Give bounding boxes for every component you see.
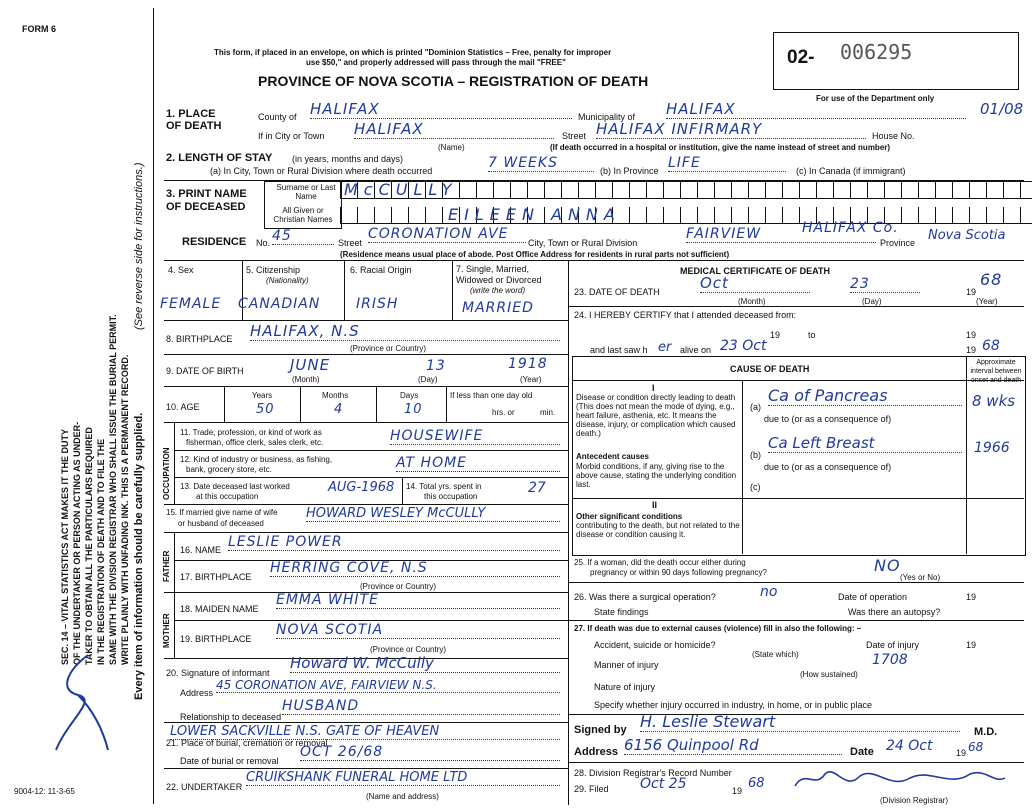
undertaker-label: 22. UNDERTAKER — [166, 782, 243, 792]
age-days-value: 10 — [404, 402, 423, 417]
alive-on-label: alive on — [680, 345, 712, 355]
side-instruction-1: SEC. 14 – VITAL STATISTICS ACT MAKES IT THE DUTY — [60, 428, 70, 665]
antecedent-label: Antecedent causes — [576, 452, 649, 461]
age-label: 10. AGE — [166, 402, 200, 412]
hrs-label: hrs. or — [492, 408, 515, 417]
side-instruction-6: WRITE PLAINLY WITH UNFADING INK. THIS IS A PERMANENT RECORD. — [120, 354, 130, 665]
surgery-label: 26. Was there a surgical operation? — [574, 592, 716, 602]
given-names-label: All Given or Christian Names — [273, 206, 333, 224]
father-side-label: FATHER — [162, 550, 171, 582]
place-of-death-label: 1. PLACE OF DEATH — [166, 108, 222, 132]
physician-address-label: Address — [574, 746, 619, 758]
residence-city-label: City, Town or Rural Division — [528, 238, 638, 248]
industry-value: AT HOME — [396, 455, 560, 472]
department-use-note: For use of the Department only — [816, 94, 935, 103]
signed-date-year: 68 — [968, 740, 984, 754]
spouse-label-1: 15. If married give name of wife — [166, 508, 278, 517]
house-number-label: House No. — [872, 131, 915, 141]
surname-value: McCULLY — [344, 180, 458, 199]
cause-b-label: (b) — [750, 450, 761, 460]
residence-note: (Residence means usual place of abode. Post Office Address for residents in rural parts not sufficient) — [340, 250, 730, 259]
medical-certificate-header: MEDICAL CERTIFICATE OF DEATH — [680, 266, 830, 276]
trade-value: HOUSEWIFE — [390, 428, 560, 445]
state-findings-label: State findings — [594, 607, 649, 617]
undertaker-hint: (Name and address) — [366, 792, 439, 801]
less-than-day-label: If less than one day old — [450, 391, 533, 400]
birthplace-value: HALIFAX, N.S — [250, 322, 560, 341]
print-name-label: 3. PRINT NAME OF DECEASED — [166, 188, 247, 213]
informant-signature: Howard W. McCully — [290, 654, 560, 673]
city-value: HALIFAX — [354, 120, 554, 139]
filed-year-prefix: 19 — [732, 786, 743, 796]
cause-c-label: (c) — [750, 482, 761, 492]
disease-label: Disease or condition directly leading to death (This does not mean the mode of dying, e.g., heart failure, asthenia, etc. It means the disease, injury, or complication which caused death.) — [576, 393, 736, 438]
spouse-value: HOWARD WESLEY McCULLY — [306, 506, 560, 522]
residence-city-value: FAIRVIEW — [686, 226, 876, 243]
racial-origin-label: 6. Racial Origin — [350, 265, 412, 275]
registration-number: 006295 — [840, 40, 913, 64]
marital-hint: (write the word) — [470, 286, 526, 295]
given-names-value: EILEEN ANNA — [448, 205, 621, 224]
side-instruction-3: TAKER TO OBTAIN ALL THE PARTICULARS REQUIRED — [84, 427, 94, 665]
certify-label: 24. I HEREBY CERTIFY that I attended deceased from: — [574, 310, 797, 320]
residence-street-value: CORONATION AVE — [368, 226, 526, 243]
external-causes-label: 27. If death was due to external causes (violence) fill in also the following: – — [574, 624, 862, 633]
relationship-value: HUSBAND — [282, 698, 560, 715]
occupation-side-label: OCCUPATION — [162, 447, 171, 500]
filed-label: 29. Filed — [574, 784, 609, 794]
dob-month-hint: (Month) — [292, 375, 320, 384]
birthplace-hint: (Province or Country) — [350, 344, 427, 353]
mother-maiden-value: EMMA WHITE — [276, 592, 560, 609]
stay-province-value: LIFE — [668, 155, 786, 172]
form-number: FORM 6 — [22, 24, 57, 34]
stay-canada-label: (c) In Canada (if immigrant) — [796, 166, 906, 176]
code-1708: 1708 — [872, 652, 908, 668]
trade-label-2: fisherman, office clerk, sales clerk, etc. — [186, 438, 324, 447]
filed-year: 68 — [748, 776, 765, 791]
age-months-label: Months — [322, 391, 349, 400]
injury-date-year: 19 — [966, 640, 977, 650]
residence-street-label: Street — [338, 238, 363, 248]
physician-address-value: 6156 Quinpool Rd — [624, 736, 842, 755]
date-of-death-label: 23. DATE OF DEATH — [574, 287, 660, 297]
birthplace-label: 8. BIRTHPLACE — [166, 334, 233, 344]
side-instruction-5: SAME WITH THE DIVISION REGISTRAR WHO SHALL ISSUE THE BURIAL PERMIT. — [108, 314, 118, 665]
dod-month-hint: (Month) — [738, 297, 766, 306]
undertaker-value: CRUIKSHANK FUNERAL HOME LTD — [246, 770, 560, 786]
residence-no-label: No. — [256, 238, 271, 248]
cause-a-interval: 8 wks — [972, 392, 1016, 410]
certify-to-year: 19 — [966, 330, 977, 340]
date-of-death-year: 68 — [980, 270, 1003, 289]
age-months-value: 4 — [334, 402, 344, 417]
mother-birthplace-value: NOVA SCOTIA — [276, 622, 560, 639]
city-name-hint: (Name) — [438, 143, 465, 152]
margin-initials-signature — [48, 650, 118, 760]
envelope-note-2: use $50," and properly addressed will pass through the mail "FREE" — [306, 58, 566, 67]
informant-signature-label: 20. Signature of informant — [166, 668, 270, 678]
municipality-value: HALIFAX — [666, 100, 966, 119]
signed-date-value: 24 Oct — [886, 738, 933, 754]
pregnancy-label-1: 25. If a woman, did the death occur either during — [574, 558, 746, 567]
age-years-value: 50 — [256, 402, 275, 417]
trade-label-1: 11. Trade, profession, or kind of work as — [180, 428, 322, 437]
surname-label: Surname or Last Name — [276, 183, 336, 201]
alive-year-prefix: 19 — [966, 345, 977, 355]
stay-province-label: (b) In Province — [600, 166, 659, 176]
dod-year-hint: (Year) — [976, 297, 998, 306]
marital-value: MARRIED — [462, 300, 534, 316]
length-of-stay-hint: (in years, months and days) — [292, 154, 404, 164]
street-value: HALIFAX INFIRMARY — [596, 120, 866, 139]
md-label: M.D. — [974, 726, 998, 738]
other-conditions-desc: contributing to the death, but not related to the disease or condition causing it. — [576, 521, 740, 539]
last-saw-her: er — [658, 340, 672, 355]
age-years-label: Years — [252, 391, 273, 400]
father-birthplace-hint: (Province or Country) — [360, 582, 437, 591]
registrar-signature — [790, 764, 1010, 794]
form-left-border — [153, 8, 154, 804]
marital-label: 7. Single, Married, Widowed or Divorced — [456, 264, 542, 285]
specify-place-label: Specify whether injury occurred in industry, in home, or in public place — [594, 700, 872, 710]
mother-birthplace-hint: (Province or Country) — [370, 645, 447, 654]
registration-prefix: 02- — [787, 47, 815, 68]
alive-on-date: 23 Oct — [720, 338, 767, 354]
residence-province-value: Nova Scotia — [928, 228, 1006, 243]
city-label: If in City or Town — [258, 131, 325, 141]
due-to-a: due to (or as a consequence of) — [764, 414, 892, 424]
signed-by-label: Signed by — [574, 724, 627, 736]
informant-address-label: Address — [180, 688, 214, 698]
date-of-death-month: Oct — [700, 274, 810, 293]
cause-a-label: (a) — [750, 402, 761, 412]
residence-no-value: 45 — [272, 228, 334, 245]
dod-day-hint: (Day) — [862, 297, 882, 306]
nature-of-injury-label: Nature of injury — [594, 682, 656, 692]
certify-from-year: 19 — [770, 330, 781, 340]
certify-to-label: to — [808, 330, 816, 340]
sex-value: FEMALE — [160, 296, 222, 312]
father-birthplace-label: 17. BIRTHPLACE — [180, 572, 252, 582]
min-label: min. — [540, 408, 556, 417]
op-date-label: Date of operation — [838, 592, 908, 602]
mother-birthplace-label: 19. BIRTHPLACE — [180, 634, 252, 644]
surgery-value: no — [760, 584, 778, 600]
pregnancy-value: NO — [874, 556, 901, 575]
dob-label: 9. DATE OF BIRTH — [166, 366, 244, 376]
alive-year: 68 — [982, 338, 1000, 354]
stay-city-label: (a) In City, Town or Rural Division where death occurred — [210, 166, 433, 176]
manner-of-injury-label: Manner of injury — [594, 660, 659, 670]
signed-by-value: H. Leslie Stewart — [640, 712, 960, 732]
industry-label-2: bank, grocery store, etc. — [186, 465, 272, 474]
industry-label-1: 12. Kind of industry or business, as fishing, — [180, 455, 333, 464]
burial-date-value: OCT 26/68 — [300, 744, 560, 761]
form-title: PROVINCE OF NOVA SCOTIA – REGISTRATION OF DEATH — [258, 73, 649, 89]
mother-maiden-label: 18. MAIDEN NAME — [180, 604, 259, 614]
division-registrar-hint: (Division Registrar) — [880, 796, 949, 805]
signed-date-label: Date — [850, 746, 874, 758]
sex-label: 4. Sex — [168, 265, 194, 275]
age-days-label: Days — [400, 391, 419, 400]
total-years-value: 27 — [528, 480, 546, 496]
citizenship-value: CANADIAN — [238, 296, 321, 312]
date-of-death-day: 23 — [850, 276, 920, 293]
filed-date: Oct 25 — [640, 776, 687, 792]
length-of-stay-label: 2. LENGTH OF STAY — [166, 152, 273, 164]
how-sustained-hint: (How sustained) — [800, 670, 858, 679]
envelope-note-1: This form, if placed in an envelope, on which is printed "Dominion Statistics – Free, penalty for improper — [214, 48, 612, 57]
side-instruction-4: IN THE REGISTRATION OF DEATH AND TO FILE THE — [96, 438, 106, 665]
burial-date-label: Date of burial or removal — [180, 756, 279, 766]
side-instruction-2: OF THE UNDERTAKER OR PERSON ACTING AS UNDER- — [72, 421, 82, 665]
yes-no-hint: (Yes or No) — [900, 573, 941, 582]
see-reverse-note: (See reverse side for instructions.) — [133, 162, 145, 330]
cause-b-value: Ca Left Breast — [768, 434, 962, 453]
division-record-label: 28. Division Registrar's Record Number — [574, 768, 732, 778]
racial-origin-value: IRISH — [356, 296, 399, 312]
citizenship-hint: (Nationality) — [266, 276, 309, 285]
signed-date-year-prefix: 19 — [956, 748, 967, 758]
state-which-hint: (State which) — [752, 650, 799, 659]
residence-province-label: Province — [880, 238, 916, 248]
date-of-death-year-prefix: 19 — [966, 287, 977, 297]
last-saw-label: and last saw h — [590, 345, 648, 355]
mother-side-label: MOTHER — [162, 613, 171, 648]
due-to-b: due to (or as a consequence of) — [764, 462, 892, 472]
municipality-label: Municipality of — [578, 112, 636, 122]
part-one-label: I — [652, 383, 655, 393]
father-name-value: LESLIE POWER — [228, 534, 560, 551]
relationship-label: Relationship to deceased — [180, 712, 282, 722]
op-date-year: 19 — [966, 592, 977, 602]
county-label: County of — [258, 112, 297, 122]
given-names-grid — [340, 207, 1032, 224]
other-conditions-label: Other significant conditions — [576, 512, 683, 521]
stay-city-value: 7 WEEKS — [488, 155, 594, 172]
last-worked-value: AUG-1968 — [328, 480, 395, 495]
dob-month: JUNE — [290, 356, 331, 374]
last-worked-label-1: 13. Date deceased last worked — [180, 482, 290, 491]
dob-year: 1918 — [508, 356, 548, 372]
antecedent-desc: Morbid conditions, if any, giving rise to the above cause, stating the underlying condition last. — [576, 462, 737, 489]
department-code: 01/08 — [980, 100, 1024, 118]
residence-county-value: HALIFAX Co. — [802, 220, 899, 236]
autopsy-label: Was there an autopsy? — [848, 607, 941, 617]
informant-address-value: 45 CORONATION AVE, FAIRVIEW N.S. — [216, 678, 560, 693]
part-two-label: II — [652, 500, 658, 510]
cause-b-interval: 1966 — [974, 440, 1010, 456]
last-worked-label-2: at this occupation — [196, 492, 259, 501]
father-name-label: 16. NAME — [180, 545, 222, 555]
total-years-label-2: this occupation — [424, 492, 478, 501]
total-years-label-1: 14. Total yrs. spent in — [406, 482, 482, 491]
hospital-note: (If death occurred in a hospital or institution, give the name instead of street and number) — [550, 143, 891, 152]
pregnancy-label-2: pregnancy or within 90 days following pregnancy? — [590, 568, 767, 577]
accident-label: Accident, suicide or homicide? — [594, 640, 716, 650]
interval-header: Approximate interval between onset and death — [970, 359, 1022, 384]
cause-a-value: Ca of Pancreas — [768, 386, 962, 406]
father-birthplace-value: HERRING COVE, N.S — [270, 560, 560, 577]
every-item-note: Every item of information should be carefully supplied. — [133, 412, 145, 700]
dob-day-hint: (Day) — [418, 375, 438, 384]
dob-year-hint: (Year) — [520, 375, 542, 384]
residence-label: RESIDENCE — [182, 236, 247, 248]
spouse-label-2: or husband of deceased — [178, 519, 264, 528]
injury-date-label: Date of injury — [866, 640, 920, 650]
street-label: Street — [562, 131, 587, 141]
cause-of-death-header: CAUSE OF DEATH — [730, 364, 810, 374]
footer-code: 9004-12: 11-3-65 — [14, 787, 75, 796]
burial-place-value: LOWER SACKVILLE N.S. GATE OF HEAVEN — [170, 724, 560, 740]
burial-place-label: 21. Place of burial, cremation or removal — [166, 738, 328, 748]
citizenship-label: 5. Citizenship — [246, 265, 301, 275]
county-value: HALIFAX — [310, 100, 572, 119]
dob-day: 13 — [426, 358, 446, 374]
